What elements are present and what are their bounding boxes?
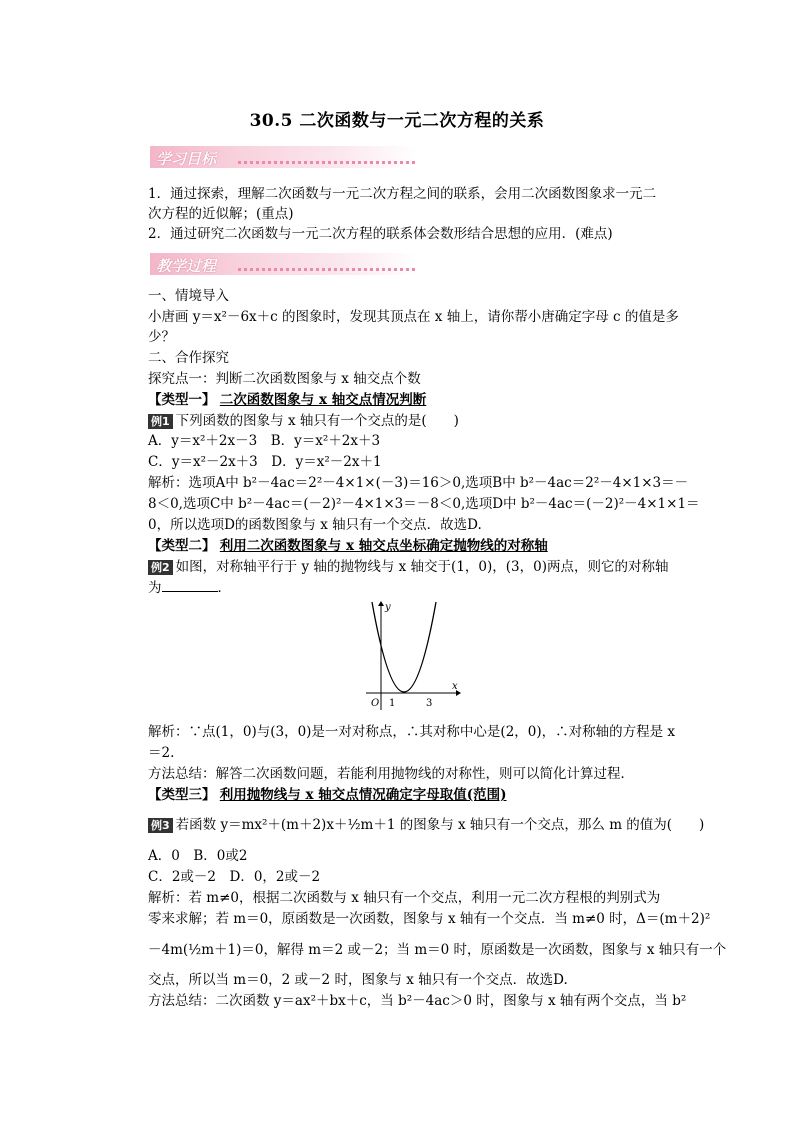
example-2-suffix: ． (217, 580, 231, 596)
solution-3-line-1: 解析：若 m≠0，根据二次函数与 x 轴只有一个交点，利用一元二次方程根的判别式为 (148, 890, 661, 906)
page-title: 30.5 二次函数与一元二次方程的关系 (249, 111, 545, 131)
example-3-text: 若函数 y＝mx²＋(m＋2)x＋½m＋1 的图象与 x 轴只有一个交点，那么 m 的值为( ) (175, 817, 705, 833)
type3-heading (148, 785, 678, 805)
section-banner-goals (150, 146, 418, 168)
answer-blank (162, 579, 218, 592)
parabola-graph (364, 600, 464, 712)
origin-label: O (371, 698, 380, 709)
example-1-text: 下列函数的图象与 x 轴只有一个交点的是( ) (175, 413, 459, 429)
type2-heading (148, 536, 678, 556)
type3-tag: 【类型三】 (148, 787, 216, 803)
type1-title: 二次函数图象与 x 轴交点情况判断 (219, 392, 427, 408)
goal-line-2: 次方程的近似解；(重点) (148, 206, 294, 222)
intro-heading: 一、情境导入 (148, 288, 229, 304)
banner-decoration (238, 268, 418, 271)
type1-heading (148, 390, 678, 410)
section-banner-process (150, 253, 418, 275)
goal-line-3: 2．通过研究二次函数与一元二次方程的联系体会数形结合思想的应用．(难点) (148, 226, 613, 242)
y-axis-arrow (378, 601, 384, 606)
example-3 (148, 815, 705, 835)
example-1 (148, 411, 678, 431)
example-2-line-2 (148, 578, 678, 598)
solution-2-line-2: ＝2. (148, 745, 175, 761)
example-3-options-cd: C．2或－2 D．0，2或－2 (148, 869, 321, 885)
intro-text-2: 少？ (148, 329, 175, 345)
example-2-prefix: 为 (148, 580, 162, 596)
example-2 (148, 557, 678, 577)
example-tag: 例3 (148, 818, 173, 833)
example-2-text: 如图，对称轴平行于 y 轴的抛物线与 x 轴交于(1，0)，(3，0)两点，则它的对称轴 (175, 559, 669, 575)
intro-text-1: 小唐画 y＝x²－6x＋c 的图象时，发现其顶点在 x 轴上，请你帮小唐确定字母 c 的值是多 (148, 309, 679, 325)
explore-point-1: 探究点一：判断二次函数图象与 x 轴交点个数 (148, 371, 421, 387)
banner-label: 学习目标 (156, 150, 217, 168)
solution-1-line-3: 0，所以选项D的函数图象与 x 轴只有一个交点．故选D. (148, 517, 482, 533)
solution-1-line-1: 解析：选项A中 b²－4ac＝2²－4×1×(－3)＝16＞0,选项B中 b²－4ac＝2²－4×1×3＝－ (148, 475, 689, 491)
example-1-options-cd: C．y＝x²－2x＋3 D．y＝x²－2x＋1 (148, 454, 382, 470)
example-tag: 例1 (148, 414, 173, 429)
solution-2-line-1: 解析：∵点(1，0)与(3，0)是一对对称点，∴其对称中心是(2，0)，∴对称轴的方程是 x (148, 724, 676, 740)
x-axis-label: x (452, 681, 458, 692)
type1-tag: 【类型一】 (148, 392, 216, 408)
summary-3: 方法总结：二次函数 y＝ax²＋bx＋c，当 b²－4ac＞0 时，图象与 x 轴有两个交点，当 b² (148, 993, 687, 1009)
solution-3-line-2: 零来求解；若 m＝0，原函数是一次函数，图象与 x 轴有一个交点．当 m≠0 时，Δ＝(m＋2)² (148, 911, 711, 927)
example-1-options-ab: A．y＝x²＋2x－3 B．y＝x²＋2x＋3 (148, 433, 381, 449)
solution-3-line-3: －4m(½m＋1)＝0，解得 m＝2 或－2；当 m＝0 时，原函数是一次函数，图象与 x 轴只有一个 (148, 942, 727, 958)
summary-2: 方法总结：解答二次函数问题，若能利用抛物线的对称性，则可以简化计算过程． (148, 766, 634, 782)
type2-title: 利用二次函数图象与 x 轴交点坐标确定抛物线的对称轴 (219, 538, 548, 554)
parabola-curve (372, 602, 436, 692)
solution-1-line-2: 8＜0,选项C中 b²－4ac＝(－2)²－4×1×3＝－8＜0,选项D中 b²－4ac＝(－2)²－4×1×1＝ (148, 496, 700, 512)
y-axis-label: y (385, 602, 391, 613)
type3-title: 利用抛物线与 x 轴交点情况确定字母取值(范围) (219, 787, 507, 803)
banner-decoration (238, 161, 418, 164)
explore-heading: 二、合作探究 (148, 350, 229, 366)
type2-tag: 【类型二】 (148, 538, 216, 554)
tick-label-3: 3 (426, 698, 433, 709)
tick-label-1: 1 (389, 698, 396, 709)
example-3-options-ab: A．0 B．0或2 (148, 848, 248, 864)
goal-line-1: 1．通过探索，理解二次函数与一元二次方程之间的联系，会用二次函数图象求一元二 (148, 186, 657, 202)
solution-3-line-4: 交点，所以当 m＝0，2 或－2 时，图象与 x 轴只有一个交点．故选D. (148, 972, 568, 988)
banner-label: 教学过程 (156, 257, 217, 275)
example-tag: 例2 (148, 560, 173, 575)
